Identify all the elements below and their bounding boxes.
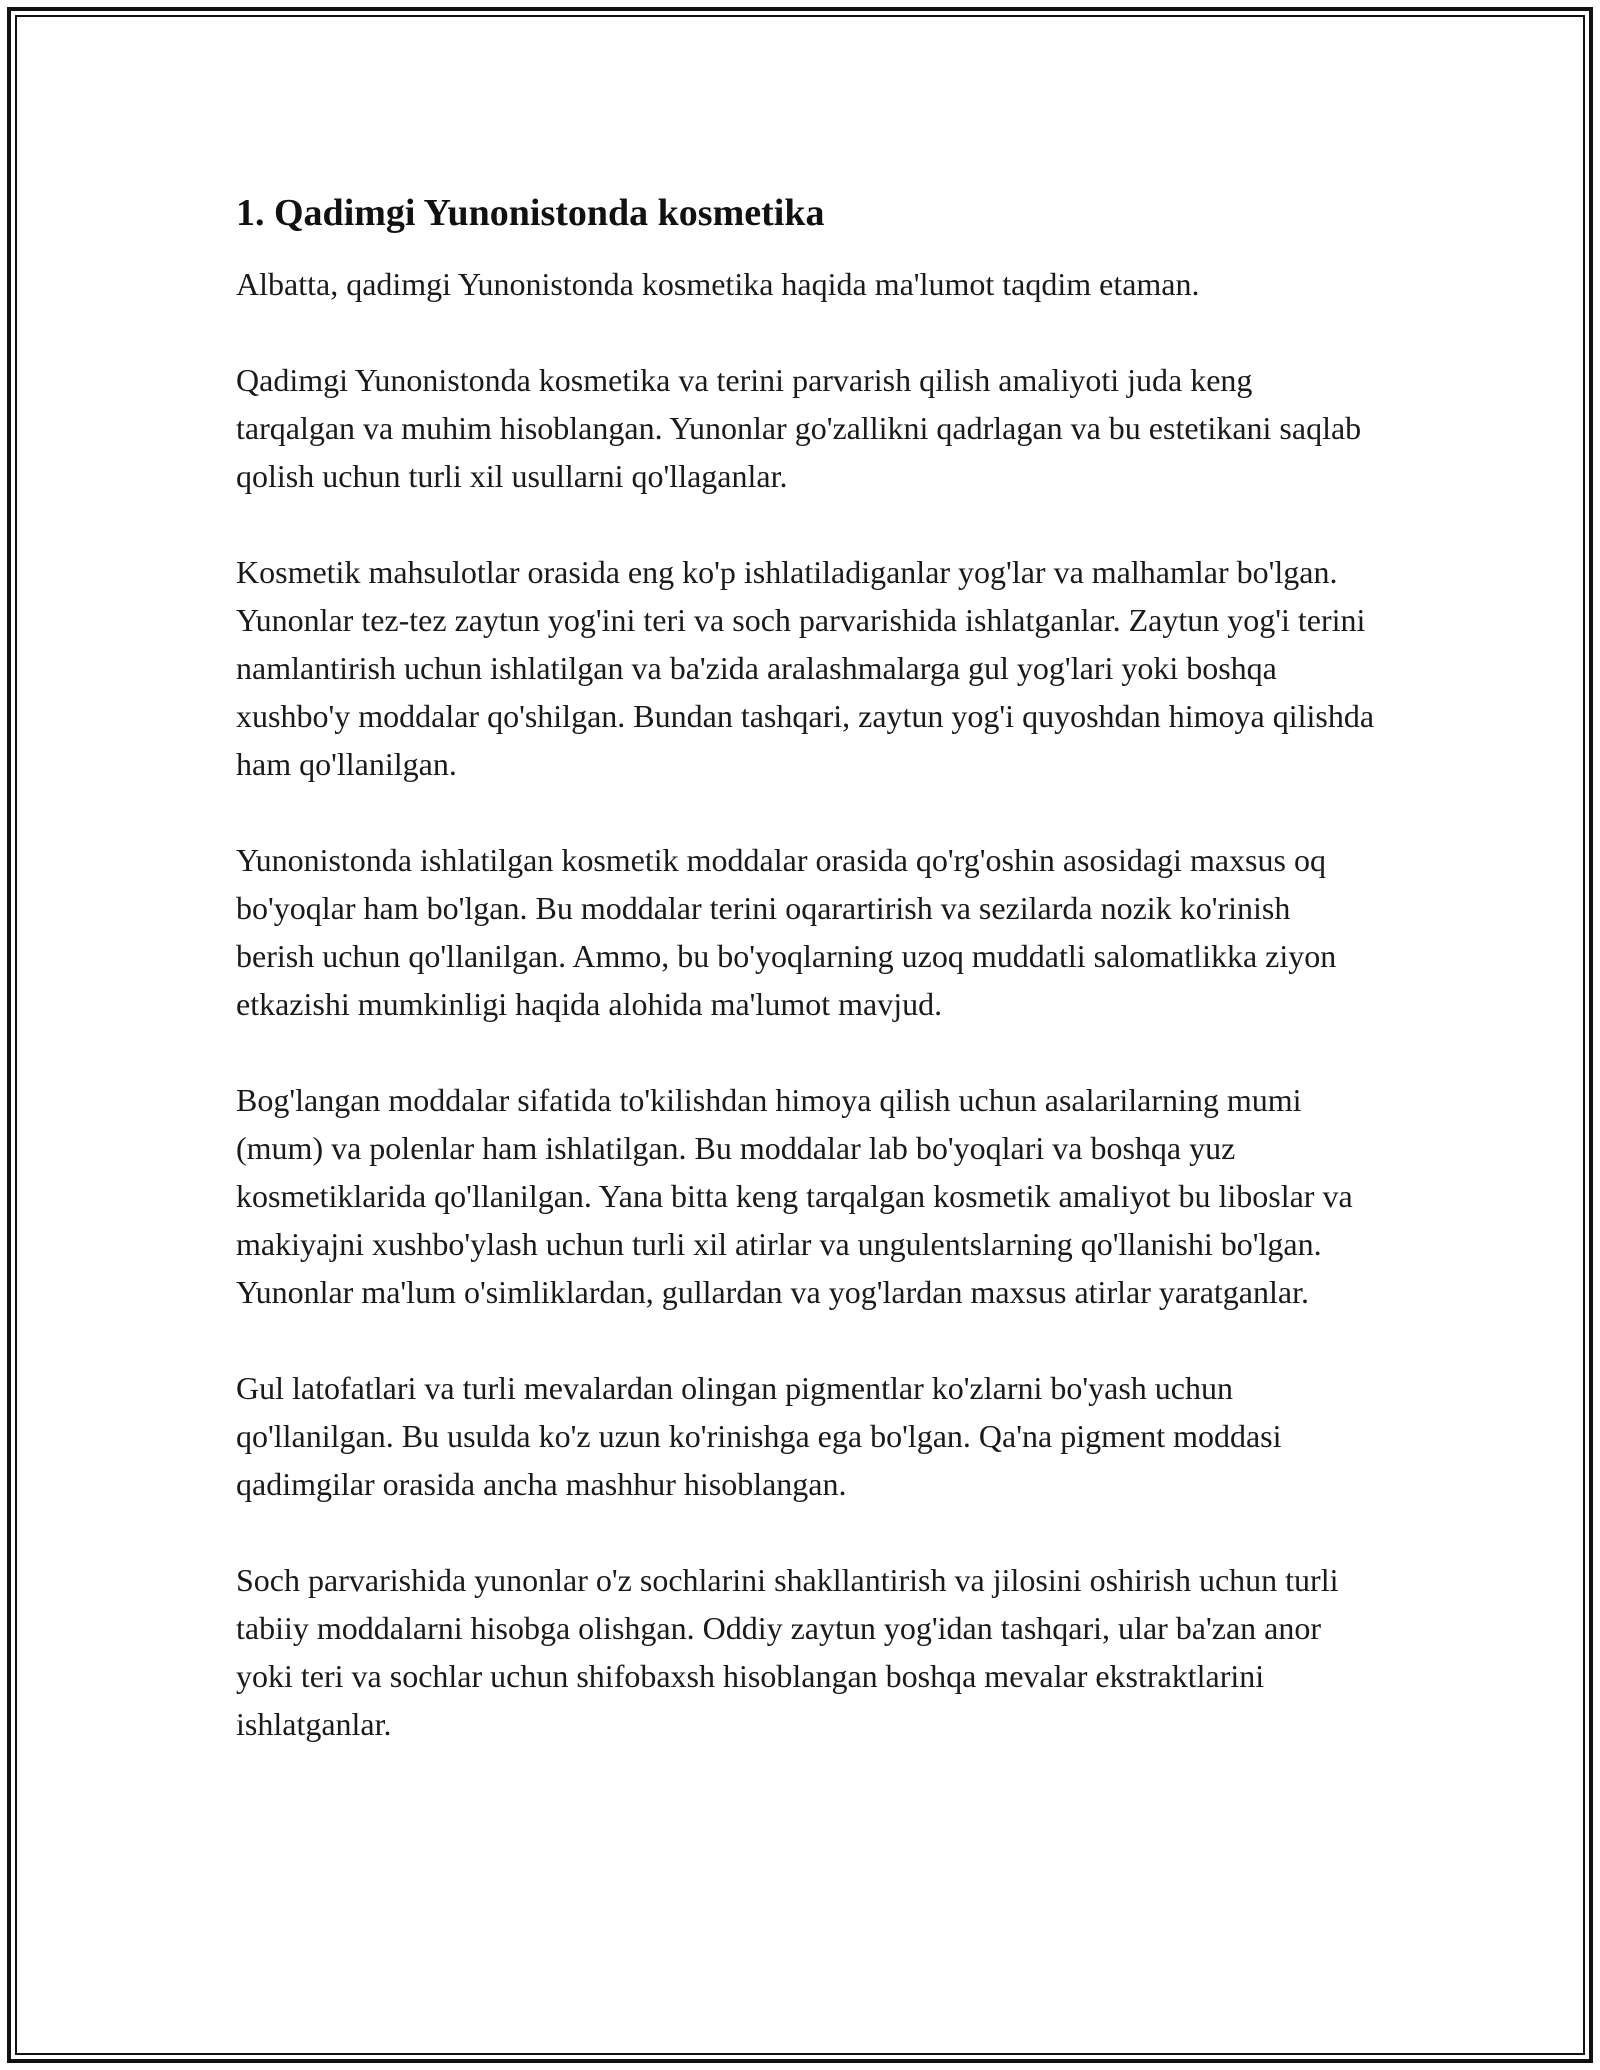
paragraph-eye-pigments: Gul latofatlari va turli mevalardan olingan pigmentlar ko'zlarni bo'yash uchun qo'llanilgan. Bu usulda ko'z uzun ko'rinishga ega bo'lgan. Qa'na pigment moddasi qadimgilar orasida ancha mashhur hisoblangan.: [236, 1370, 1282, 1502]
paragraph-white-paints: Yunonistonda ishlatilgan kosmetik moddalar orasida qo'rg'oshin asosidagi maxsus oq bo'yoqlar ham bo'lgan. Bu moddalar terini oqarartirish va sezilarda nozik ko'rinish berish uchun qo'llanilgan. Ammo, bu bo'yoqlarning uzoq muddatli salomatlikka ziyon etkazishi mumkinligi haqida alohida ma'lumot mavjud.: [236, 842, 1337, 1022]
document-body: [236, 188, 1376, 1796]
paragraph-hair-care: Soch parvarishida yunonlar o'z sochlarini shakllantirish va jilosini oshirish uchun turli tabiiy moddalarni hisobga olishgan. Oddiy zaytun yog'idan tashqari, ular ba'zan anor yoki teri va sochlar uchun shifobaxsh hisoblangan boshqa mevalar ekstraktlarini ishlatganlar.: [236, 1562, 1339, 1742]
paragraph-wax-perfumes: Bog'langan moddalar sifatida to'kilishdan himoya qilish uchun asalarilarning mumi (mum) va polenlar ham ishlatilgan. Bu moddalar lab bo'yoqlari va boshqa yuz kosmetiklarida qo'llanilgan. Yana bitta keng tarqalgan kosmetik amaliyot bu liboslar va makiyajni xushbo'ylash uchun turli xil atirlar va ungulentslarning qo'llanishi bo'lgan. Yunonlar ma'lum o'simliklardan, gullardan va yog'lardan maxsus atirlar yaratganlar.: [236, 1082, 1353, 1310]
paragraph-intro: Albatta, qadimgi Yunonistonda kosmetika haqida ma'lumot taqdim etaman.: [236, 266, 1200, 302]
paragraph-overview: Qadimgi Yunonistonda kosmetika va terini parvarish qilish amaliyoti juda keng tarqalgan va muhim hisoblangan. Yunonlar go'zallikni qadrlagan va bu estetikani saqlab qolish uchun turli xil usullarni qo'llaganlar.: [236, 362, 1362, 494]
document-title: 1. Qadimgi Yunonistonda kosmetika: [236, 192, 825, 234]
paragraph-oils: Kosmetik mahsulotlar orasida eng ko'p ishlatiladiganlar yog'lar va malhamlar bo'lgan. Yunonlar tez-tez zaytun yog'ini teri va soch parvarishida ishlatganlar. Zaytun yog'i terini namlantirish uchun ishlatilgan va ba'zida aralashmalarga gul yog'lari yoki boshqa xushbo'y moddalar qo'shilgan. Bundan tashqari, zaytun yog'i quyoshdan himoya qilishda ham qo'llanilgan.: [236, 554, 1375, 782]
